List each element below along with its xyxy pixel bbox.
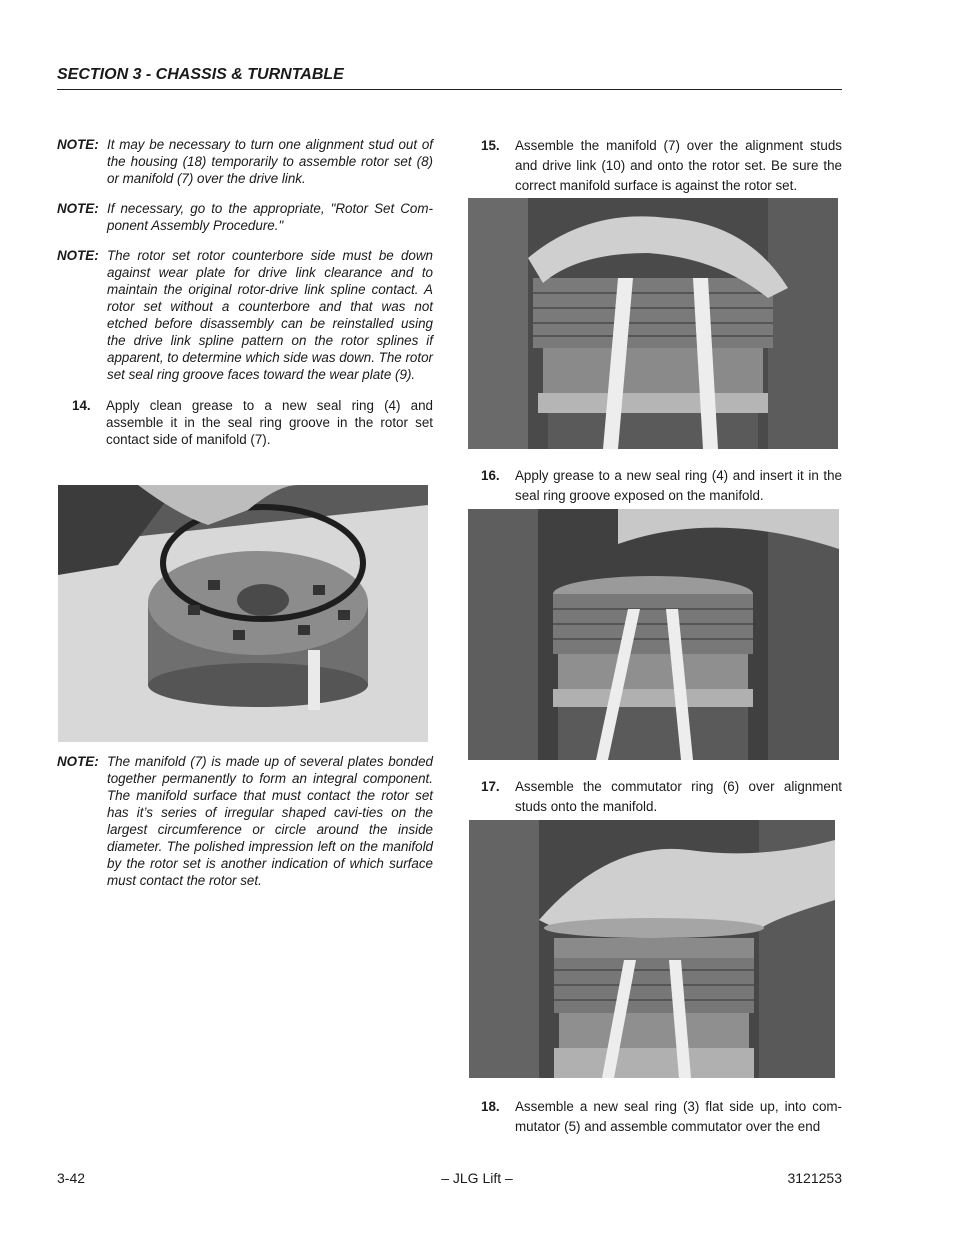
left-column [57, 136, 433, 448]
photo-seal-ring-manifold [468, 509, 839, 760]
footer-brand: – JLG Lift – [441, 1170, 513, 1186]
note-manifold-plates [57, 753, 433, 889]
step-number: 15. [481, 138, 500, 153]
step-16 [481, 466, 842, 506]
step-15-block [481, 136, 842, 196]
step-text: Apply clean grease to a new seal ring (4) and assemble it in the seal ring groove in the rotor set contact side of manifold (7). [106, 398, 433, 447]
step-text: Assemble a new seal ring (3) flat side up, into com-mutator (5) and assemble commutator over the end [515, 1099, 842, 1134]
step-number: 14. [72, 398, 91, 413]
step-text: Apply grease to a new seal ring (4) and insert it in the seal ring groove exposed on the manifold. [515, 468, 842, 503]
photo-commutator-ring [469, 820, 835, 1078]
step-16-block [481, 466, 842, 506]
note-alignment-stud [57, 136, 433, 187]
note-label: NOTE: [57, 754, 99, 769]
note-rotor-set-procedure [57, 200, 433, 234]
note-text: The rotor set rotor counterbore side must be down against wear plate for drive link clearance and to maintain the original rotor-drive link spline contact. A rotor set without a counterbore and that was not etched before disassembly can be reinstalled using the drive link spline pattern on the rotor splines if apparent, to determine which side was down. The rotor set seal ring groove faces toward the wear plate (9). [107, 248, 434, 382]
section-header: SECTION 3 - CHASSIS & TURNTABLE [57, 66, 344, 83]
step-18-block [481, 1097, 842, 1137]
step-number: 16. [481, 468, 500, 483]
step-18 [481, 1097, 842, 1137]
step-14 [57, 397, 433, 448]
step-17-block [481, 777, 842, 817]
step-text: Assemble the commutator ring (6) over alignment studs onto the manifold. [515, 779, 842, 814]
photo-manifold-assembly [468, 198, 838, 449]
step-17 [481, 777, 842, 817]
step-number: 17. [481, 779, 500, 794]
left-column-lower [57, 753, 433, 889]
step-number: 18. [481, 1099, 500, 1114]
note-text: The manifold (7) is made up of several plates bonded together permanently to form an integral component. The manifold surface that must contact the rotor set has it’s series of irregular shaped cavi-ties on the largest circumference or circle around the inside diameter. The polished impression left on the manifold by the rotor set is another indication of which surface must contact the rotor set. [107, 754, 433, 888]
step-15 [481, 136, 842, 196]
note-label: NOTE: [57, 248, 99, 263]
photo-seal-ring-rotor-set [58, 485, 428, 742]
step-text: Assemble the manifold (7) over the alignment studs and drive link (10) and onto the rotor set. Be sure the correct manifold surface is against the rotor set. [515, 138, 842, 193]
note-text: It may be necessary to turn one alignment stud out of the housing (18) temporarily to assemble rotor set (8) or manifold (7) over the drive link. [107, 137, 433, 186]
page-number: 3-42 [57, 1170, 86, 1186]
document-number: 3121253 [787, 1170, 842, 1186]
note-text: If necessary, go to the appropriate, "Rotor Set Com-ponent Assembly Procedure." [107, 201, 433, 233]
note-counterbore [57, 247, 433, 383]
header-rule [57, 89, 842, 90]
note-label: NOTE: [57, 201, 99, 216]
note-label: NOTE: [57, 137, 99, 152]
